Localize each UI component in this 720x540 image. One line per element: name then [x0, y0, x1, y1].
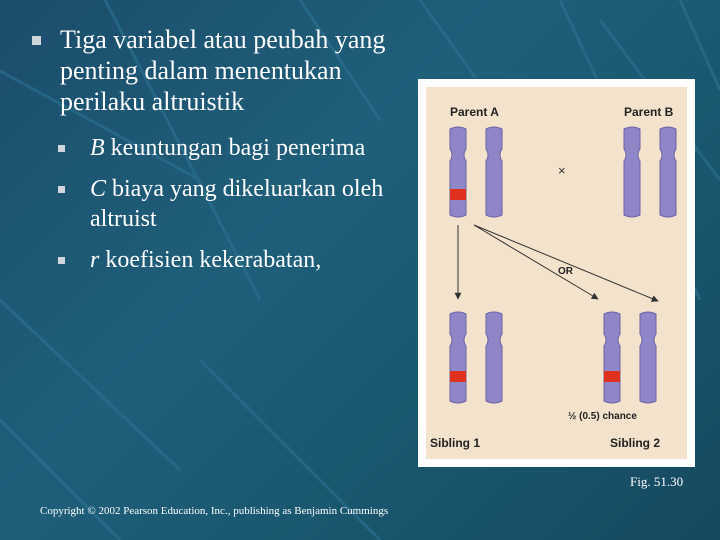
bullet-square-icon	[58, 257, 65, 264]
sub-bullet	[54, 174, 410, 234]
sub-bullet-text: koefisien kekerabatan,	[99, 247, 322, 273]
or-label: OR	[558, 266, 573, 277]
sibling-1-label: Sibling 1	[430, 436, 481, 450]
sub-bullet-list	[54, 133, 412, 275]
bullet-square-icon	[32, 36, 41, 45]
bullet-square-icon	[58, 186, 65, 193]
main-bullet-text: Tiga variabel atau peubah yang penting dalam menentukan perilaku altruistik	[60, 25, 386, 116]
variable-term: r	[90, 247, 100, 273]
variable-term: B	[90, 135, 105, 161]
variable-term: C	[90, 176, 107, 202]
sub-bullet-text: keuntungan bagi penerima	[104, 135, 366, 161]
bullet-list	[32, 24, 412, 286]
sub-bullet	[54, 133, 410, 163]
sibling-2-label: Sibling 2	[610, 436, 661, 450]
copyright-notice: Copyright © 2002 Pearson Education, Inc., publishing as Benjamin Cummings	[40, 505, 389, 517]
parent-b-label: Parent B	[624, 105, 674, 119]
kinship-figure	[418, 79, 695, 467]
sub-bullet	[54, 245, 410, 275]
main-bullet	[32, 24, 412, 117]
figure-caption: Fig. 51.30	[630, 474, 684, 489]
chance-label: ½ (0.5) chance	[568, 411, 637, 422]
parent-a-label: Parent A	[450, 105, 499, 119]
sub-bullet-text: biaya yang dikeluarkan oleh altruist	[90, 176, 384, 232]
bullet-square-icon	[58, 145, 65, 152]
cross-symbol: ×	[558, 163, 566, 178]
